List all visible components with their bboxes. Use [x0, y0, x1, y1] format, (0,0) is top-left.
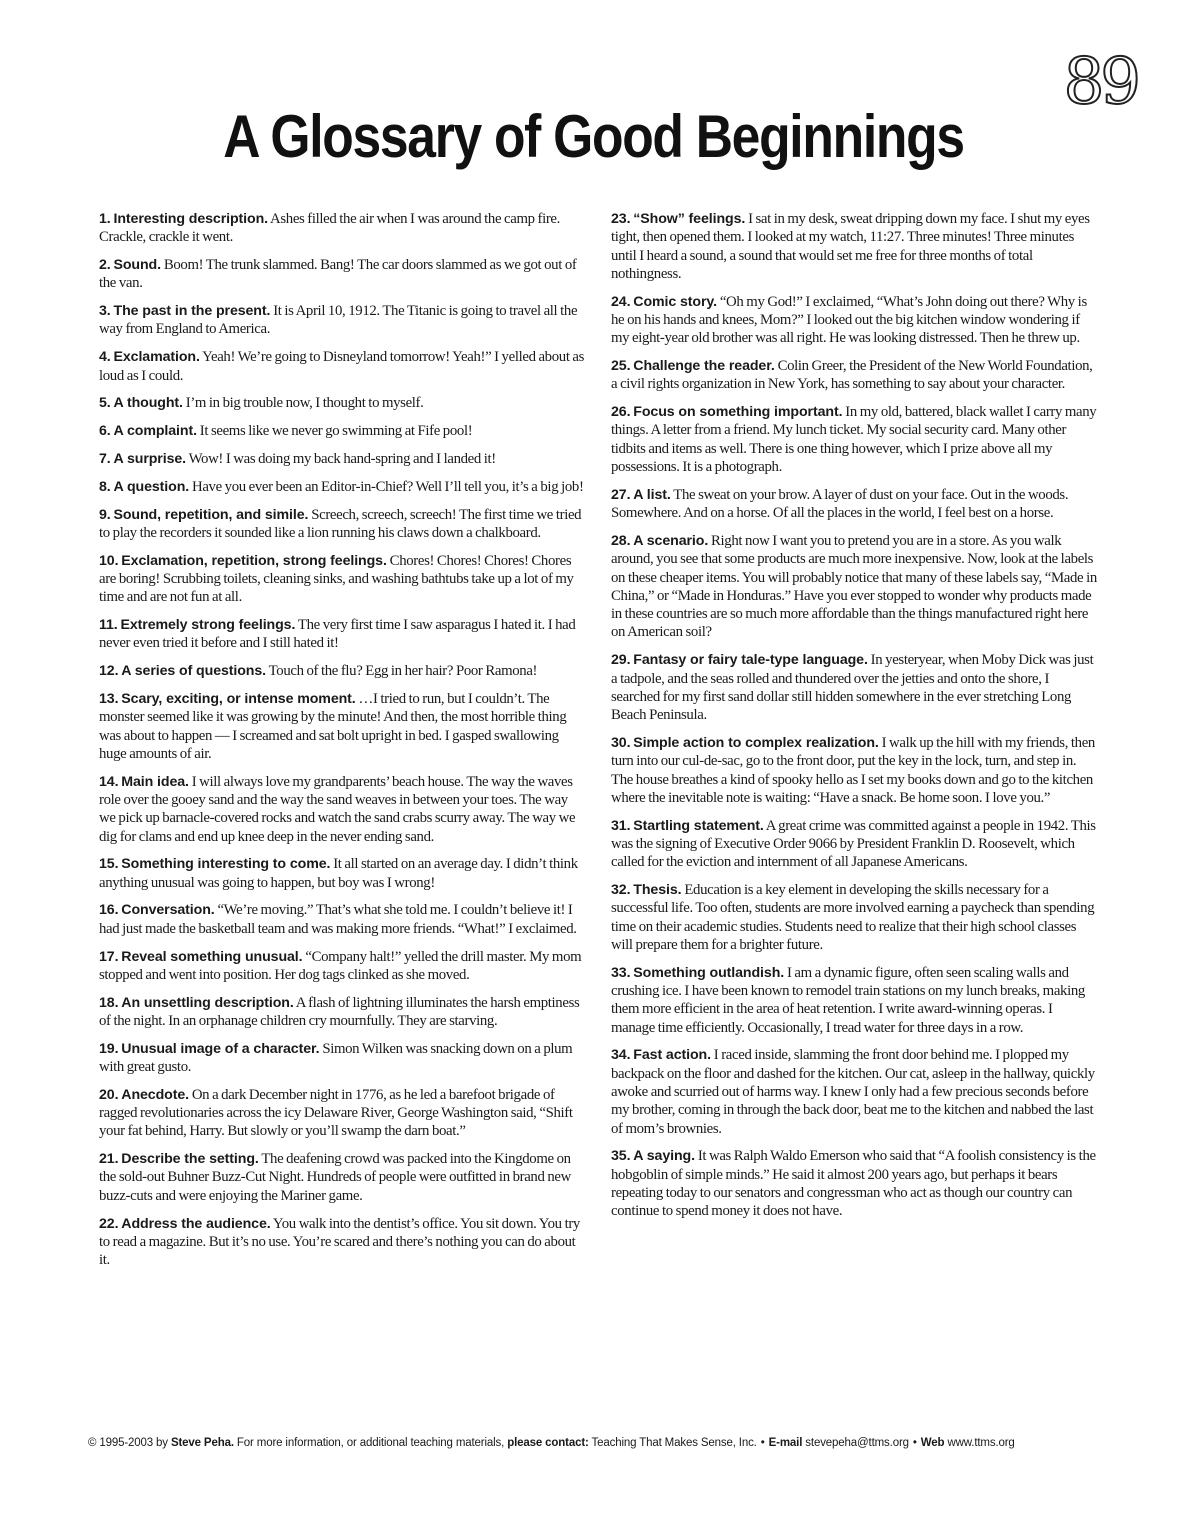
entry-text: The sweat on your brow. A layer of dust on your face. Out in the woods. Somewhere. And on a horse. Of all the places in the world, I feel best on a horse.	[611, 486, 1069, 522]
entry-number: 30.	[611, 734, 631, 751]
glossary-entry	[611, 817, 1097, 872]
entry-heading: Something interesting to come.	[121, 856, 331, 873]
entry-number: 6.	[99, 423, 111, 440]
left-column	[99, 210, 585, 1390]
footer	[88, 1437, 1118, 1449]
entry-number: 9.	[99, 506, 111, 523]
glossary-entry	[99, 348, 585, 385]
entry-number: 28.	[611, 532, 631, 549]
glossary-entry	[99, 773, 585, 846]
entry-number: 8.	[99, 478, 111, 495]
entry-heading: A surprise.	[113, 450, 186, 467]
entry-number: 11.	[99, 617, 118, 634]
entry-number: 13.	[99, 690, 119, 707]
glossary-entry	[99, 690, 585, 763]
glossary-entry	[611, 1046, 1097, 1137]
glossary-entry	[99, 1086, 585, 1141]
entry-text: “Company halt!” yelled the drill master. My mom stopped and went into position. Her dog tags clinked as she moved.	[99, 948, 582, 983]
entry-text: I walk up the hill with my friends, then turn into our cul-de-sac, go to the front door, put the key in the lock, turn, and step in. The house breathes a kind of spooky hello as I set my books down and go to the kitchen where the inevitable note is waiting: “Have a snack. Be home soon. I love you.”	[611, 734, 1095, 806]
entry-heading: Conversation.	[121, 902, 215, 919]
glossary-entry	[99, 302, 585, 339]
glossary-entry	[99, 450, 585, 468]
entry-heading: Sound.	[113, 257, 161, 274]
entry-text: Have you ever been an Editor-in-Chief? Well I’ll tell you, it’s a big job!	[191, 478, 584, 495]
entry-heading: Simple action to complex realization.	[633, 734, 879, 751]
entry-text: Boom! The trunk slammed. Bang! The car doors slammed as we got out of the van.	[99, 257, 577, 292]
entry-text: In my old, battered, black wallet I carry many things. A letter from a friend. My lunch ticket. My social security card. Many other tidbits and items as well. There is one thing however, which I prize above all my possessions. It is a photograph.	[611, 404, 1097, 476]
entry-heading: Extremely strong feelings.	[120, 617, 296, 634]
entry-heading: Something outlandish.	[633, 964, 785, 981]
entry-text: The deafening crowd was packed into the Kingdome on the sold-out Buhner Buzz-Cut Night. Hundreds of people were outfitted in brand new buzz-cuts and were enjoying the Mariner game.	[99, 1151, 571, 1204]
entry-text: In yesteryear, when Moby Dick was just a tadpole, and the seas rolled and thundered over the jetties and onto the shore, I searched for my first sand dollar still hidden somewhere in the ever stretching Long Beach Peninsula.	[611, 652, 1094, 724]
glossary-entry	[99, 662, 585, 680]
entry-number: 16.	[99, 902, 119, 919]
entry-number: 26.	[611, 404, 631, 421]
footer-contact-label: please contact:	[507, 1437, 589, 1449]
entry-number: 3.	[99, 303, 111, 320]
entry-heading: Startling statement.	[633, 817, 764, 834]
glossary-entry	[99, 1150, 585, 1205]
entry-text: It seems like we never go swimming at Fife pool!	[199, 423, 473, 440]
glossary-entry	[99, 552, 585, 607]
entry-heading: Fantasy or fairy tale-type language.	[633, 652, 868, 669]
glossary-entry	[99, 256, 585, 293]
entry-number: 10.	[99, 552, 119, 569]
entry-heading: A series of questions.	[121, 663, 267, 680]
entry-heading: A list.	[633, 486, 671, 503]
page-title: A Glossary of Good Beginnings	[223, 103, 964, 170]
entry-number: 34.	[611, 1047, 631, 1064]
entry-heading: The past in the present.	[113, 303, 271, 320]
entry-text: I will always love my grandparents’ beach house. The way the waves role over the gooey sand and the way the sand weaves in between your toes. The way we pick up barnacle-covered rocks and watch the sand crabs scurry away. The way we dig for clams and end up knee deep in the never ending sand.	[99, 773, 576, 845]
glossary-entry	[99, 855, 585, 892]
entry-text: A great crime was committed against a people in 1942. This was the signing of Executive Order 9066 by President Franklin D. Roosevelt, which called for the eviction and internment of all Japanese Americans.	[611, 817, 1096, 871]
footer-copyright: © 1995-2003 by	[88, 1437, 168, 1449]
glossary-entry	[611, 403, 1097, 476]
entry-heading: Focus on something important.	[633, 404, 843, 421]
entry-number: 33.	[611, 964, 631, 981]
footer-org: Teaching That Makes Sense, Inc.	[591, 1437, 757, 1449]
entry-number: 24.	[611, 293, 631, 310]
glossary-entry	[99, 422, 585, 440]
entry-heading: A saying.	[633, 1148, 695, 1165]
entry-heading: Sound, repetition, and simile.	[113, 506, 309, 523]
glossary-entry	[99, 1215, 585, 1270]
entry-heading: Unusual image of a character.	[121, 1040, 320, 1057]
glossary-entry	[611, 881, 1097, 954]
entry-heading: A question.	[113, 478, 190, 495]
page-number: 89	[1063, 45, 1137, 119]
entry-text: Right now I want you to pretend you are in a store. As you walk around, you see that some products are much more inexpensive. Now, look at the labels on these cheaper items. You will probably notice that many of these labels say, “Made in China,” or “Made in Honduras.” Have you ever stopped to wonder why products made in these countries are so much more affordable than the things manufactured right here on American soil?	[611, 532, 1097, 641]
entry-number: 17.	[99, 948, 119, 965]
entry-heading: Scary, exciting, or intense moment.	[121, 690, 356, 707]
entry-number: 20.	[99, 1086, 119, 1103]
entry-text: Ashes filled the air when I was around the camp fire. Crackle, crackle it went.	[99, 211, 560, 246]
glossary-columns	[99, 210, 1097, 1390]
entry-text: I am a dynamic figure, often seen scaling walls and crushing ice. I have been known to remodel train stations on my lunch breaks, making them more efficient in the area of heat retention. I write award-winning operas. I manage time efficiently. Occasionally, I tread water for three days in a row.	[611, 964, 1085, 1036]
glossary-entry	[99, 394, 585, 412]
footer-separator: •	[760, 1437, 765, 1449]
entry-heading: Main idea.	[121, 773, 189, 790]
footer-email-link[interactable]: stevepeha@ttms.org	[805, 1437, 909, 1449]
entry-number: 32.	[611, 882, 631, 898]
entry-number: 23.	[611, 211, 631, 227]
glossary-entry	[611, 734, 1097, 807]
glossary-entry	[99, 616, 585, 653]
entry-number: 14.	[99, 773, 119, 790]
entry-number: 4.	[99, 349, 111, 366]
glossary-entry	[611, 293, 1097, 348]
entry-text: A flash of lightning illuminates the harsh emptiness of the night. In an orphanage children cry mournfully. They are starving.	[99, 994, 580, 1029]
entry-heading: Fast action.	[633, 1047, 711, 1064]
glossary-entry	[611, 651, 1097, 724]
entry-number: 29.	[611, 652, 631, 669]
entry-number: 19.	[99, 1040, 119, 1057]
entry-text: Colin Greer, the President of the New World Foundation, a civil rights organization in New York, has something to say about your character.	[611, 358, 1093, 393]
footer-separator: •	[912, 1437, 917, 1449]
glossary-entry	[99, 478, 585, 496]
entry-text: The very first time I saw asparagus I hated it. I had never even tried it before and I still hated it!	[99, 617, 576, 652]
entry-heading: Describe the setting.	[121, 1151, 259, 1168]
entry-text: It is April 10, 1912. The Titanic is going to travel all the way from England to America.	[99, 303, 578, 338]
entry-text: Simon Wilken was snacking down on a plum with great gusto.	[99, 1040, 573, 1075]
entry-number: 18.	[99, 994, 119, 1011]
glossary-entry	[611, 210, 1097, 283]
footer-email-label: E-mail	[768, 1437, 803, 1449]
glossary-entry	[611, 357, 1097, 394]
entry-text: Touch of the flu? Egg in her hair? Poor Ramona!	[268, 663, 538, 680]
entry-text: “Oh my God!” I exclaimed, “What’s John doing out there? Why is he on his hands and knees, Mom?” I looked out the big kitchen window wondering if my eight-year old brother was all right. He was looking distressed. Then he threw up.	[611, 293, 1087, 347]
entry-heading: Comic story.	[633, 293, 717, 310]
entry-heading: Interesting description.	[113, 211, 268, 227]
entry-heading: “Show” feelings.	[633, 211, 746, 227]
entry-number: 25.	[611, 358, 631, 375]
entry-number: 27.	[611, 486, 631, 503]
entry-text: Yeah! We’re going to Disneyland tomorrow! Yeah!” I yelled about as loud as I could.	[99, 349, 585, 384]
entry-heading: A scenario.	[633, 532, 709, 549]
entry-text: Education is a key element in developing the skills necessary for a successful life. Too often, students are more involved earning a paycheck than spending time on their academic studies. Students need to realize that their high school classes will prepare them for a brighter future.	[611, 882, 1095, 953]
entry-number: 22.	[99, 1215, 119, 1232]
entry-heading: Thesis.	[633, 882, 682, 898]
entry-number: 12.	[99, 663, 119, 680]
entry-text: It was Ralph Waldo Emerson who said that “A foolish consistency is the hobgoblin of simple minds.” He said it almost 200 years ago, but perhaps it bears repeating today to our senators and congressman who act as though our country can continue to spend money it does not have.	[611, 1148, 1096, 1220]
entry-text: Screech, screech, screech! The first time we tried to play the recorders it sounded like a lion running his claws down a chalkboard.	[99, 506, 582, 541]
entry-number: 1.	[99, 211, 111, 227]
entry-heading: Exclamation, repetition, strong feelings.	[121, 552, 387, 569]
entry-text: I’m in big trouble now, I thought to myself.	[185, 395, 424, 412]
glossary-entry	[611, 964, 1097, 1037]
entry-text: On a dark December night in 1776, as he led a barefoot brigade of ragged revolutionaries across the icy Delaware River, George Washington said, “Shift your fat behind, Harry. But slowly or you’ll swamp the darn boat.”	[99, 1086, 573, 1140]
right-column	[611, 210, 1097, 1390]
entry-text: You walk into the dentist’s office. You sit down. You try to read a magazine. But it’s no use. You’re scared and there’s nothing you can do about it.	[99, 1215, 580, 1269]
entry-heading: An unsettling description.	[121, 994, 294, 1011]
entry-number: 7.	[99, 450, 111, 467]
entry-text: …I tried to run, but I couldn’t. The monster seemed like it was growing by the minute! And then, the most horrible thing was about to happen — I screamed and sat bolt upright in bed. I gasped swallowing huge amounts of air.	[99, 690, 567, 762]
entry-text: It all started on an average day. I didn’t think anything unusual was going to happen, but boy was I wrong!	[99, 856, 578, 891]
glossary-entry	[99, 506, 585, 543]
entry-number: 21.	[99, 1151, 119, 1168]
entry-text: I sat in my desk, sweat dripping down my face. I shut my eyes tight, then opened them. I looked at my watch, 11:27. Three minutes! Three minutes until I heard a sound, a sound that would set me free for three months of total nothingness.	[611, 211, 1090, 282]
entry-text: “We’re moving.” That’s what she told me. I couldn’t believe it! I had just made the basketball team and was making more friends. “What!” I exclaimed.	[99, 902, 577, 937]
glossary-entry	[611, 532, 1097, 642]
footer-info: For more information, or additional teaching materials,	[236, 1437, 505, 1449]
glossary-entry	[99, 901, 585, 938]
glossary-entry	[99, 948, 585, 985]
entry-heading: A thought.	[113, 395, 183, 412]
entry-heading: Reveal something unusual.	[121, 948, 303, 965]
glossary-entry	[611, 1147, 1097, 1220]
entry-text: I raced inside, slamming the front door behind me. I plopped my backpack on the floor and dashed for the kitchen. Our cat, asleep in the hallway, quickly awoke and scurried out of harms way. I knew I only had a few precious seconds before my brother, coming in through the back door, beat me to the kitchen and nabbed the last of mom’s brownies.	[611, 1047, 1095, 1137]
entry-number: 31.	[611, 817, 631, 834]
entry-heading: A complaint.	[113, 423, 197, 440]
entry-heading: Challenge the reader.	[633, 358, 775, 375]
entry-number: 2.	[99, 257, 111, 274]
entry-number: 35.	[611, 1148, 631, 1165]
entry-number: 15.	[99, 856, 119, 873]
entry-text: Chores! Chores! Chores! Chores are boring! Scrubbing toilets, cleaning sinks, and washing bathtubs take up a lot of my time and are not fun at all.	[99, 552, 574, 606]
entry-heading: Address the audience.	[121, 1215, 271, 1232]
footer-web-link[interactable]: www.ttms.org	[947, 1437, 1015, 1449]
entry-number: 5.	[99, 395, 111, 412]
entry-heading: Anecdote.	[121, 1086, 189, 1103]
footer-author: Steve Peha.	[170, 1437, 234, 1449]
entry-text: Wow! I was doing my back hand-spring and I landed it!	[188, 450, 496, 467]
glossary-entry	[99, 994, 585, 1031]
glossary-entry	[99, 210, 585, 247]
entry-heading: Exclamation.	[113, 349, 200, 366]
glossary-entry	[99, 1040, 585, 1077]
glossary-entry	[611, 486, 1097, 523]
footer-web-label: Web	[920, 1437, 945, 1449]
